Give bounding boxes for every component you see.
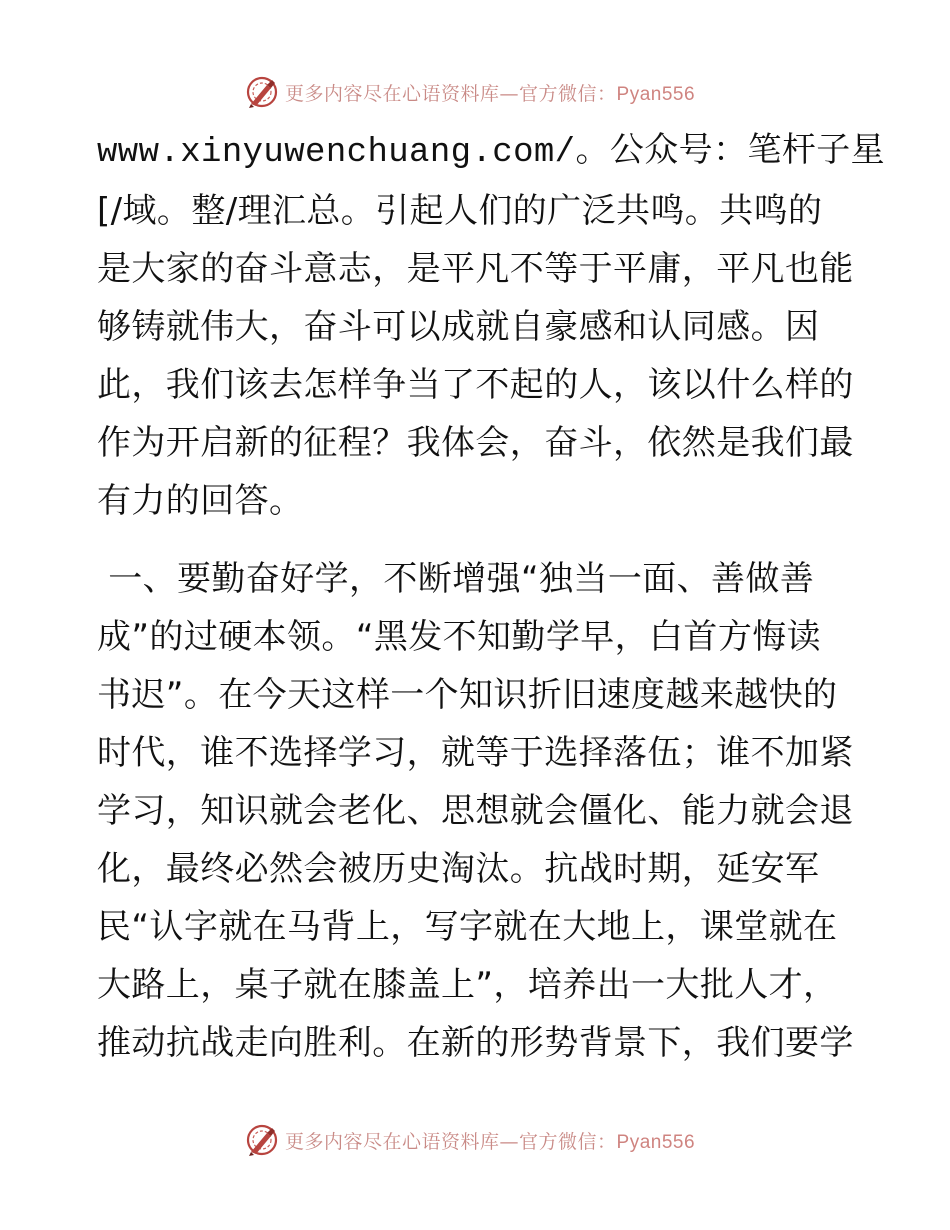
text-line: 成”的过硬本领。“黑发不知勤学早，白首方悔读 [97, 617, 822, 657]
header-banner-dash: — [499, 82, 519, 105]
document-body [97, 124, 886, 1130]
text-line: 大路上，桌子就在膝盖上”，培养出一大批人才， [97, 965, 838, 1005]
text-line: [/域。整/理汇总。引起人们的广泛共鸣。共鸣的 [97, 191, 823, 231]
header-banner-text [285, 79, 695, 106]
footer-banner-text [285, 1127, 695, 1154]
text-line: 此，我们该去怎样争当了不起的人，该以什么样的 [97, 365, 854, 405]
text-line: 够铸就伟大，奋斗可以成就自豪感和认同感。因 [97, 307, 820, 347]
text-line: 民“认字就在马背上，写字就在大地上，课堂就在 [97, 907, 838, 947]
footer-banner-colon: ： [597, 1130, 617, 1153]
footer-banner-dash: — [499, 1130, 519, 1153]
text-line: 作为开启新的征程？我体会，奋斗，依然是我们最 [97, 423, 854, 463]
footer-banner-content [245, 1123, 695, 1157]
header-banner-colon: ： [597, 82, 617, 105]
header-banner-title: 更多内容尽在心语资料库 [284, 82, 500, 105]
footer-banner-title: 更多内容尽在心语资料库 [284, 1130, 500, 1153]
footer-banner-wechat-label: 官方微信 [518, 1130, 597, 1153]
paragraph-gap [97, 530, 857, 550]
header-banner [0, 72, 950, 112]
text-line: 有力的回答。 [97, 481, 304, 521]
text-line: 时代，谁不选择学习，就等于选择落伍；谁不加紧 [97, 733, 854, 773]
text-line: 推动抗战走向胜利。在新的形势背景下，我们要学 [97, 1023, 854, 1063]
text-line: 书迟”。在今天这样一个知识折旧速度越来越快的 [97, 675, 838, 715]
paragraph [97, 550, 857, 1130]
footer-banner-wechat-id: Pyan556 [616, 1131, 696, 1153]
text-line: www.xinyuwenchuang.com/。公众号：笔杆子星 [97, 134, 886, 172]
paragraph [97, 124, 886, 530]
header-banner-wechat-id: Pyan556 [616, 83, 696, 105]
pen-logo-icon [245, 75, 279, 109]
text-line: 学习，知识就会老化、思想就会僵化、能力就会退 [97, 791, 854, 831]
text-line: 化，最终必然会被历史淘汰。抗战时期，延安军 [97, 849, 820, 889]
pen-logo-icon [245, 1123, 279, 1157]
header-banner-content [245, 75, 695, 109]
text-line: 一、要勤奋好学，不断增强“独当一面、善做善 [97, 559, 815, 599]
footer-banner [0, 1120, 950, 1160]
header-banner-wechat-label: 官方微信 [518, 82, 597, 105]
text-line: 是大家的奋斗意志，是平凡不等于平庸，平凡也能 [97, 249, 854, 289]
